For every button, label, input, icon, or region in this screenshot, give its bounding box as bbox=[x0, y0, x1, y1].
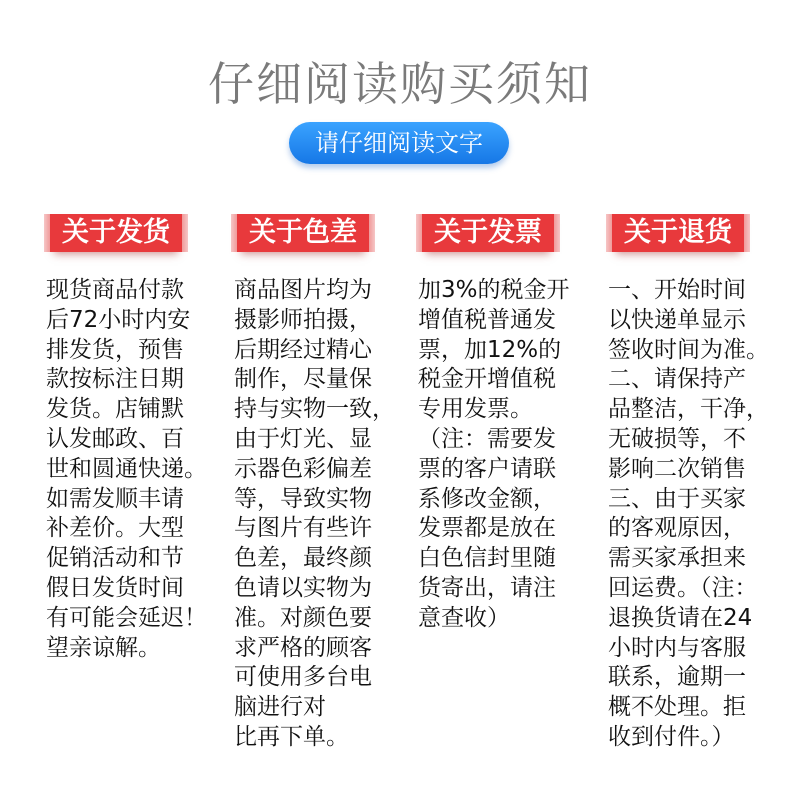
section-line: 退换货请在24 bbox=[608, 604, 753, 631]
section-body-color-difference bbox=[234, 276, 414, 753]
section-line: 发票都是放在 bbox=[418, 515, 556, 542]
section-line: 专用发票。 bbox=[418, 396, 533, 423]
section-line: 货寄出，请注 bbox=[418, 574, 556, 601]
section-line: 以快递单显示 bbox=[608, 306, 746, 333]
section-body-returns bbox=[608, 276, 788, 753]
section-line: 脑进行对 bbox=[234, 694, 326, 721]
section-tag-invoice: 关于发票 bbox=[422, 214, 554, 252]
section-line: 摄影师拍摄， bbox=[234, 306, 372, 333]
section-line: 回运费。（注： bbox=[608, 574, 758, 601]
section-line: 概不处理。拒 bbox=[608, 694, 746, 721]
section-line: 比再下单。 bbox=[234, 723, 349, 750]
section-line: 税金开增值税 bbox=[418, 366, 556, 393]
section-line: 小时内与客服 bbox=[608, 634, 746, 661]
section-line: 发货。店铺默 bbox=[46, 396, 184, 423]
section-tag-color-difference: 关于色差 bbox=[237, 214, 369, 252]
section-tag-returns: 关于退货 bbox=[612, 214, 744, 252]
section-line: 一、开始时间 bbox=[608, 277, 746, 303]
section-line: 可使用多台电 bbox=[234, 664, 372, 691]
section-line: 假日发货时间 bbox=[46, 574, 184, 601]
section-line: 色请以实物为 bbox=[234, 574, 372, 601]
section-line: 后期经过精心 bbox=[234, 336, 372, 363]
section-line: 持与实物一致， bbox=[234, 396, 395, 423]
section-line: 如需发顺丰请 bbox=[46, 485, 184, 512]
section-line: 现货商品付款 bbox=[46, 277, 184, 303]
section-line: 商品图片均为 bbox=[234, 277, 372, 303]
section-line: 望亲谅解。 bbox=[46, 634, 161, 661]
section-line: 补差价。大型 bbox=[46, 515, 184, 542]
section-line: 签收时间为准。 bbox=[608, 336, 769, 363]
section-line: 后72小时内安 bbox=[46, 306, 191, 333]
section-tag-shipping: 关于发货 bbox=[50, 214, 182, 252]
section-line: 影响二次销售 bbox=[608, 455, 746, 482]
section-line: 排发货，预售 bbox=[46, 336, 184, 363]
section-line: 白色信封里随 bbox=[418, 545, 556, 572]
section-line: 准。对颜色要 bbox=[234, 604, 372, 631]
section-line: 需买家承担来 bbox=[608, 545, 746, 572]
page-title: 仔细阅读购买须知 bbox=[208, 57, 592, 111]
section-line: 票，加12%的 bbox=[418, 336, 562, 363]
section-body-shipping bbox=[46, 276, 226, 663]
section-line: （注：需要发 bbox=[418, 425, 556, 452]
section-line: 由于灯光、显 bbox=[234, 425, 372, 452]
section-line: 促销活动和节 bbox=[46, 545, 184, 572]
section-line: 示器色彩偏差 bbox=[234, 455, 372, 482]
section-line: 二、请保持产 bbox=[608, 366, 746, 393]
section-line: 系修改金额， bbox=[418, 485, 556, 512]
section-line: 三、由于买家 bbox=[608, 485, 746, 512]
section-line: 有可能会延迟！ bbox=[46, 604, 207, 631]
section-line: 加3%的税金开 bbox=[418, 277, 570, 303]
section-line: 的客观原因， bbox=[608, 515, 746, 542]
section-line: 票的客户请联 bbox=[418, 455, 556, 482]
section-line: 制作，尽量保 bbox=[234, 366, 372, 393]
section-line: 无破损等，不 bbox=[608, 425, 746, 452]
section-line: 色差，最终颜 bbox=[234, 545, 372, 572]
section-line: 求严格的顾客 bbox=[234, 634, 372, 661]
section-line: 联系，逾期一 bbox=[608, 664, 746, 691]
section-body-invoice bbox=[418, 276, 598, 634]
section-line: 品整洁，干净， bbox=[608, 396, 769, 423]
section-line: 世和圆通快递。 bbox=[46, 455, 207, 482]
section-line: 与图片有些许 bbox=[234, 515, 372, 542]
section-line: 意查收） bbox=[418, 604, 510, 631]
subtitle-badge: 请仔细阅读文字 bbox=[289, 122, 509, 164]
section-line: 认发邮政、百 bbox=[46, 425, 184, 452]
section-line: 收到付件。） bbox=[608, 723, 735, 750]
section-line: 增值税普通发 bbox=[418, 306, 556, 333]
section-line: 等，导致实物 bbox=[234, 485, 372, 512]
section-line: 款按标注日期 bbox=[46, 366, 184, 393]
